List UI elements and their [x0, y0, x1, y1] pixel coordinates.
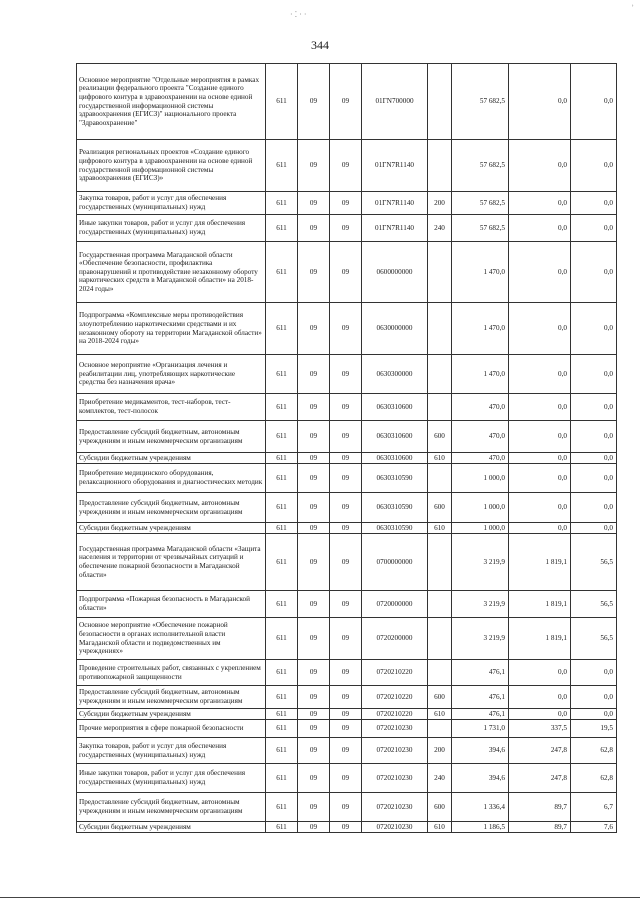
row-percent: 19,5: [571, 720, 617, 738]
table-row: [77, 618, 617, 660]
row-actual-amount: 0,0: [509, 64, 571, 140]
row-ved-code: 611: [266, 192, 298, 215]
row-expense-type: [428, 242, 452, 303]
row-target-article: 0720210230: [362, 793, 428, 822]
row-name: Основное мероприятие "Отдельные мероприятия в рамках реализации федерального проекта "Создание единого цифрового контура в здравоохранении на основе единой государственной информационной системы здравоохранения (ЕГИСЗ)" национального проекта "Здравоохранение": [77, 64, 266, 140]
table-row: [77, 140, 617, 192]
row-actual-amount: 337,5: [509, 720, 571, 738]
row-plan-amount: 1 000,0: [452, 464, 509, 493]
table-row: [77, 242, 617, 303]
row-ved-code: 611: [266, 453, 298, 464]
row-section-code: 09: [298, 618, 330, 660]
row-percent: 0,0: [571, 192, 617, 215]
row-percent: 0,0: [571, 303, 617, 355]
row-expense-type: 240: [428, 764, 452, 793]
row-expense-type: 610: [428, 709, 452, 720]
row-name: Субсидии бюджетным учреждениям: [77, 453, 266, 464]
row-plan-amount: 3 219,9: [452, 618, 509, 660]
row-section-code: 09: [298, 394, 330, 421]
table-row: [77, 453, 617, 464]
row-percent: 0,0: [571, 140, 617, 192]
row-plan-amount: 476,1: [452, 660, 509, 686]
row-percent: 0,0: [571, 493, 617, 523]
table-row: [77, 534, 617, 591]
row-percent: 62,8: [571, 738, 617, 764]
row-name: Субсидии бюджетным учреждениям: [77, 709, 266, 720]
row-actual-amount: 247,8: [509, 764, 571, 793]
row-subsection-code: 09: [330, 421, 362, 453]
row-actual-amount: 0,0: [509, 660, 571, 686]
row-percent: 0,0: [571, 660, 617, 686]
row-section-code: 09: [298, 64, 330, 140]
row-section-code: 09: [298, 591, 330, 618]
row-expense-type: [428, 618, 452, 660]
row-actual-amount: 0,0: [509, 355, 571, 394]
row-expense-type: [428, 140, 452, 192]
row-subsection-code: 09: [330, 618, 362, 660]
row-section-code: 09: [298, 242, 330, 303]
row-subsection-code: 09: [330, 464, 362, 493]
row-section-code: 09: [298, 793, 330, 822]
row-section-code: 09: [298, 192, 330, 215]
row-subsection-code: 09: [330, 493, 362, 523]
row-target-article: 01ГN700000: [362, 64, 428, 140]
table-row: [77, 822, 617, 833]
table-row: [77, 686, 617, 709]
row-actual-amount: 0,0: [509, 421, 571, 453]
row-expense-type: 610: [428, 523, 452, 534]
row-actual-amount: 0,0: [509, 493, 571, 523]
row-section-code: 09: [298, 215, 330, 242]
row-target-article: 01ГN7R1140: [362, 140, 428, 192]
row-percent: 0,0: [571, 453, 617, 464]
table-row: [77, 355, 617, 394]
row-expense-type: [428, 64, 452, 140]
row-percent: 0,0: [571, 421, 617, 453]
row-subsection-code: 09: [330, 303, 362, 355]
row-name: Приобретение медицинского оборудования, релаксационного оборудования и диагностических методик: [77, 464, 266, 493]
table-row: [77, 523, 617, 534]
row-name: Подпрограмма «Пожарная безопасность в Магаданской области»: [77, 591, 266, 618]
row-ved-code: 611: [266, 534, 298, 591]
row-actual-amount: 0,0: [509, 215, 571, 242]
row-section-code: 09: [298, 738, 330, 764]
row-expense-type: [428, 394, 452, 421]
table-row: [77, 464, 617, 493]
row-actual-amount: 0,0: [509, 192, 571, 215]
row-plan-amount: 3 219,9: [452, 591, 509, 618]
row-name: Иные закупки товаров, работ и услуг для обеспечения государственных (муниципальных) нужд: [77, 764, 266, 793]
row-expense-type: [428, 660, 452, 686]
row-target-article: 01ГN7R1140: [362, 192, 428, 215]
row-actual-amount: 0,0: [509, 709, 571, 720]
row-target-article: 0720210220: [362, 660, 428, 686]
row-name: Предоставление субсидий бюджетным, автономным учреждениям и иным некоммерческим организациям: [77, 686, 266, 709]
row-name: Субсидии бюджетным учреждениям: [77, 822, 266, 833]
row-expense-type: [428, 591, 452, 618]
row-subsection-code: 09: [330, 523, 362, 534]
row-expense-type: 600: [428, 493, 452, 523]
row-expense-type: [428, 303, 452, 355]
row-section-code: 09: [298, 709, 330, 720]
row-actual-amount: 1 819,1: [509, 534, 571, 591]
row-name: Предоставление субсидий бюджетным, автономным учреждениям и иным некоммерческим организациям: [77, 493, 266, 523]
row-name: Закупка товаров, работ и услуг для обеспечения государственных (муниципальных) нужд: [77, 192, 266, 215]
row-plan-amount: 1 336,4: [452, 793, 509, 822]
row-target-article: 0630310600: [362, 421, 428, 453]
row-name: Субсидии бюджетным учреждениям: [77, 523, 266, 534]
row-actual-amount: 0,0: [509, 394, 571, 421]
row-subsection-code: 09: [330, 686, 362, 709]
row-actual-amount: 0,0: [509, 242, 571, 303]
row-ved-code: 611: [266, 64, 298, 140]
row-name: Проведение строительных работ, связанных с укреплением противопожарной защищенности: [77, 660, 266, 686]
row-expense-type: 600: [428, 686, 452, 709]
row-actual-amount: 0,0: [509, 464, 571, 493]
table-row: [77, 720, 617, 738]
row-actual-amount: 0,0: [509, 140, 571, 192]
table-row: [77, 660, 617, 686]
table-row: [77, 192, 617, 215]
budget-table: [76, 63, 617, 833]
row-expense-type: [428, 355, 452, 394]
row-section-code: 09: [298, 355, 330, 394]
row-section-code: 09: [298, 140, 330, 192]
table-row: [77, 303, 617, 355]
row-plan-amount: 476,1: [452, 709, 509, 720]
row-ved-code: 611: [266, 355, 298, 394]
row-expense-type: 610: [428, 453, 452, 464]
row-expense-type: 610: [428, 822, 452, 833]
table-row: [77, 421, 617, 453]
row-plan-amount: 470,0: [452, 394, 509, 421]
row-target-article: 0720210220: [362, 686, 428, 709]
row-name: Подпрограмма «Комплексные меры противодействия злоупотреблению наркотическими средствами и их незаконному обороту на территории Магаданской области» на 2018-2024 годы»: [77, 303, 266, 355]
row-section-code: 09: [298, 303, 330, 355]
row-subsection-code: 09: [330, 140, 362, 192]
row-actual-amount: 0,0: [509, 523, 571, 534]
table-row: [77, 64, 617, 140]
row-plan-amount: 57 682,5: [452, 140, 509, 192]
table-row: [77, 709, 617, 720]
row-target-article: 0720210230: [362, 738, 428, 764]
row-name: Приобретение медикаментов, тест-наборов, тест-комплектов, тест-полосок: [77, 394, 266, 421]
row-target-article: 0630300000: [362, 355, 428, 394]
row-subsection-code: 09: [330, 355, 362, 394]
table-row: [77, 738, 617, 764]
table-row: [77, 793, 617, 822]
row-section-code: 09: [298, 493, 330, 523]
row-percent: 0,0: [571, 464, 617, 493]
row-ved-code: 611: [266, 738, 298, 764]
row-actual-amount: 0,0: [509, 303, 571, 355]
budget-table-body: [77, 64, 617, 833]
row-ved-code: 611: [266, 720, 298, 738]
row-ved-code: 611: [266, 303, 298, 355]
row-percent: 0,0: [571, 523, 617, 534]
row-target-article: 0720000000: [362, 591, 428, 618]
row-plan-amount: 57 682,5: [452, 215, 509, 242]
row-plan-amount: 1 470,0: [452, 355, 509, 394]
row-target-article: 0630310600: [362, 453, 428, 464]
row-actual-amount: 1 819,1: [509, 591, 571, 618]
row-subsection-code: 09: [330, 720, 362, 738]
row-plan-amount: 394,6: [452, 764, 509, 793]
row-plan-amount: 57 682,5: [452, 192, 509, 215]
row-percent: 0,0: [571, 355, 617, 394]
row-target-article: 0700000000: [362, 534, 428, 591]
row-subsection-code: 09: [330, 192, 362, 215]
row-plan-amount: 3 219,9: [452, 534, 509, 591]
row-subsection-code: 09: [330, 242, 362, 303]
row-subsection-code: 09: [330, 591, 362, 618]
row-percent: 7,6: [571, 822, 617, 833]
row-ved-code: 611: [266, 242, 298, 303]
row-plan-amount: 57 682,5: [452, 64, 509, 140]
table-row: [77, 394, 617, 421]
scan-marks: · ⁚ · ·: [290, 10, 307, 19]
row-subsection-code: 09: [330, 394, 362, 421]
row-ved-code: 611: [266, 394, 298, 421]
row-subsection-code: 09: [330, 709, 362, 720]
row-ved-code: 611: [266, 493, 298, 523]
row-name: Государственная программа Магаданской области «Обеспечение безопасности, профилактика правонарушений и противодействие незаконному обороту наркотических средств в Магаданской области» на 2018-2024 годы»: [77, 242, 266, 303]
row-ved-code: 611: [266, 215, 298, 242]
row-name: Закупка товаров, работ и услуг для обеспечения государственных (муниципальных) нужд: [77, 738, 266, 764]
row-target-article: 0630310590: [362, 493, 428, 523]
row-percent: 0,0: [571, 215, 617, 242]
row-expense-type: 240: [428, 215, 452, 242]
row-name: Предоставление субсидий бюджетным, автономным учреждениям и иным некоммерческим организациям: [77, 793, 266, 822]
row-subsection-code: 09: [330, 453, 362, 464]
row-name: Прочие мероприятия в сфере пожарной безопасности: [77, 720, 266, 738]
row-ved-code: 611: [266, 464, 298, 493]
row-subsection-code: 09: [330, 660, 362, 686]
row-subsection-code: 09: [330, 822, 362, 833]
row-name: Иные закупки товаров, работ и услуг для обеспечения государственных (муниципальных) нужд: [77, 215, 266, 242]
row-target-article: 0630310600: [362, 394, 428, 421]
table-row: [77, 215, 617, 242]
row-subsection-code: 09: [330, 534, 362, 591]
row-percent: 0,0: [571, 242, 617, 303]
row-name: Реализация региональных проектов «Создание единого цифрового контура в здравоохранении на основе единой государственной информационной системы здравоохранения (ЕГИСЗ)»: [77, 140, 266, 192]
row-percent: 56,5: [571, 618, 617, 660]
row-target-article: 0720200000: [362, 618, 428, 660]
row-ved-code: 611: [266, 140, 298, 192]
row-ved-code: 611: [266, 686, 298, 709]
row-ved-code: 611: [266, 660, 298, 686]
row-plan-amount: 1 000,0: [452, 523, 509, 534]
table-row: [77, 764, 617, 793]
row-subsection-code: 09: [330, 738, 362, 764]
row-section-code: 09: [298, 720, 330, 738]
row-target-article: 01ГN7R1140: [362, 215, 428, 242]
row-expense-type: 200: [428, 192, 452, 215]
row-actual-amount: 89,7: [509, 822, 571, 833]
row-ved-code: 611: [266, 591, 298, 618]
row-section-code: 09: [298, 534, 330, 591]
row-ved-code: 611: [266, 764, 298, 793]
row-actual-amount: 247,8: [509, 738, 571, 764]
page-number: 344: [311, 38, 329, 52]
row-section-code: 09: [298, 764, 330, 793]
row-section-code: 09: [298, 421, 330, 453]
row-expense-type: [428, 720, 452, 738]
row-name: Основное мероприятие «Организация лечения и реабилитации лиц, употребляющих наркотические средства без назначения врача»: [77, 355, 266, 394]
row-percent: 0,0: [571, 394, 617, 421]
row-actual-amount: 89,7: [509, 793, 571, 822]
row-plan-amount: 1 000,0: [452, 493, 509, 523]
row-target-article: 0720210230: [362, 822, 428, 833]
row-section-code: 09: [298, 464, 330, 493]
table-row: [77, 493, 617, 523]
row-ved-code: 611: [266, 618, 298, 660]
row-plan-amount: 1 731,0: [452, 720, 509, 738]
row-subsection-code: 09: [330, 215, 362, 242]
row-target-article: 0600000000: [362, 242, 428, 303]
row-subsection-code: 09: [330, 64, 362, 140]
row-plan-amount: 1 186,5: [452, 822, 509, 833]
corner-mark: ʾ: [631, 4, 634, 13]
row-plan-amount: 394,6: [452, 738, 509, 764]
row-name: Государственная программа Магаданской области «Защита населения и территории от чрезвычайных ситуаций и обеспечение пожарной безопасности в Магаданской области»: [77, 534, 266, 591]
row-plan-amount: 470,0: [452, 453, 509, 464]
row-subsection-code: 09: [330, 764, 362, 793]
row-name: Предоставление субсидий бюджетным, автономным учреждениям и иным некоммерческим организациям: [77, 421, 266, 453]
row-actual-amount: 0,0: [509, 453, 571, 464]
row-target-article: 0720210220: [362, 709, 428, 720]
row-section-code: 09: [298, 686, 330, 709]
table-row: [77, 591, 617, 618]
row-target-article: 0630310590: [362, 523, 428, 534]
row-ved-code: 611: [266, 822, 298, 833]
row-target-article: 0720210230: [362, 720, 428, 738]
row-percent: 0,0: [571, 686, 617, 709]
row-ved-code: 611: [266, 421, 298, 453]
row-percent: 56,5: [571, 591, 617, 618]
row-percent: 62,8: [571, 764, 617, 793]
row-name: Основное мероприятие «Обеспечение пожарной безопасности в органах исполнительной власти Магаданской области и подведомственных им учреждениях»: [77, 618, 266, 660]
row-target-article: 0720210230: [362, 764, 428, 793]
row-percent: 56,5: [571, 534, 617, 591]
row-ved-code: 611: [266, 523, 298, 534]
row-section-code: 09: [298, 822, 330, 833]
row-target-article: 0630000000: [362, 303, 428, 355]
row-plan-amount: 476,1: [452, 686, 509, 709]
row-percent: 6,7: [571, 793, 617, 822]
row-target-article: 0630310590: [362, 464, 428, 493]
row-section-code: 09: [298, 453, 330, 464]
page-bottom-rule: [0, 897, 640, 898]
row-actual-amount: 1 819,1: [509, 618, 571, 660]
row-ved-code: 611: [266, 793, 298, 822]
row-subsection-code: 09: [330, 793, 362, 822]
row-plan-amount: 470,0: [452, 421, 509, 453]
row-expense-type: 600: [428, 793, 452, 822]
row-plan-amount: 1 470,0: [452, 303, 509, 355]
row-plan-amount: 1 470,0: [452, 242, 509, 303]
row-expense-type: [428, 464, 452, 493]
row-expense-type: 600: [428, 421, 452, 453]
row-expense-type: [428, 534, 452, 591]
row-ved-code: 611: [266, 709, 298, 720]
row-section-code: 09: [298, 660, 330, 686]
row-percent: 0,0: [571, 64, 617, 140]
row-expense-type: 200: [428, 738, 452, 764]
row-percent: 0,0: [571, 709, 617, 720]
row-section-code: 09: [298, 523, 330, 534]
row-actual-amount: 0,0: [509, 686, 571, 709]
